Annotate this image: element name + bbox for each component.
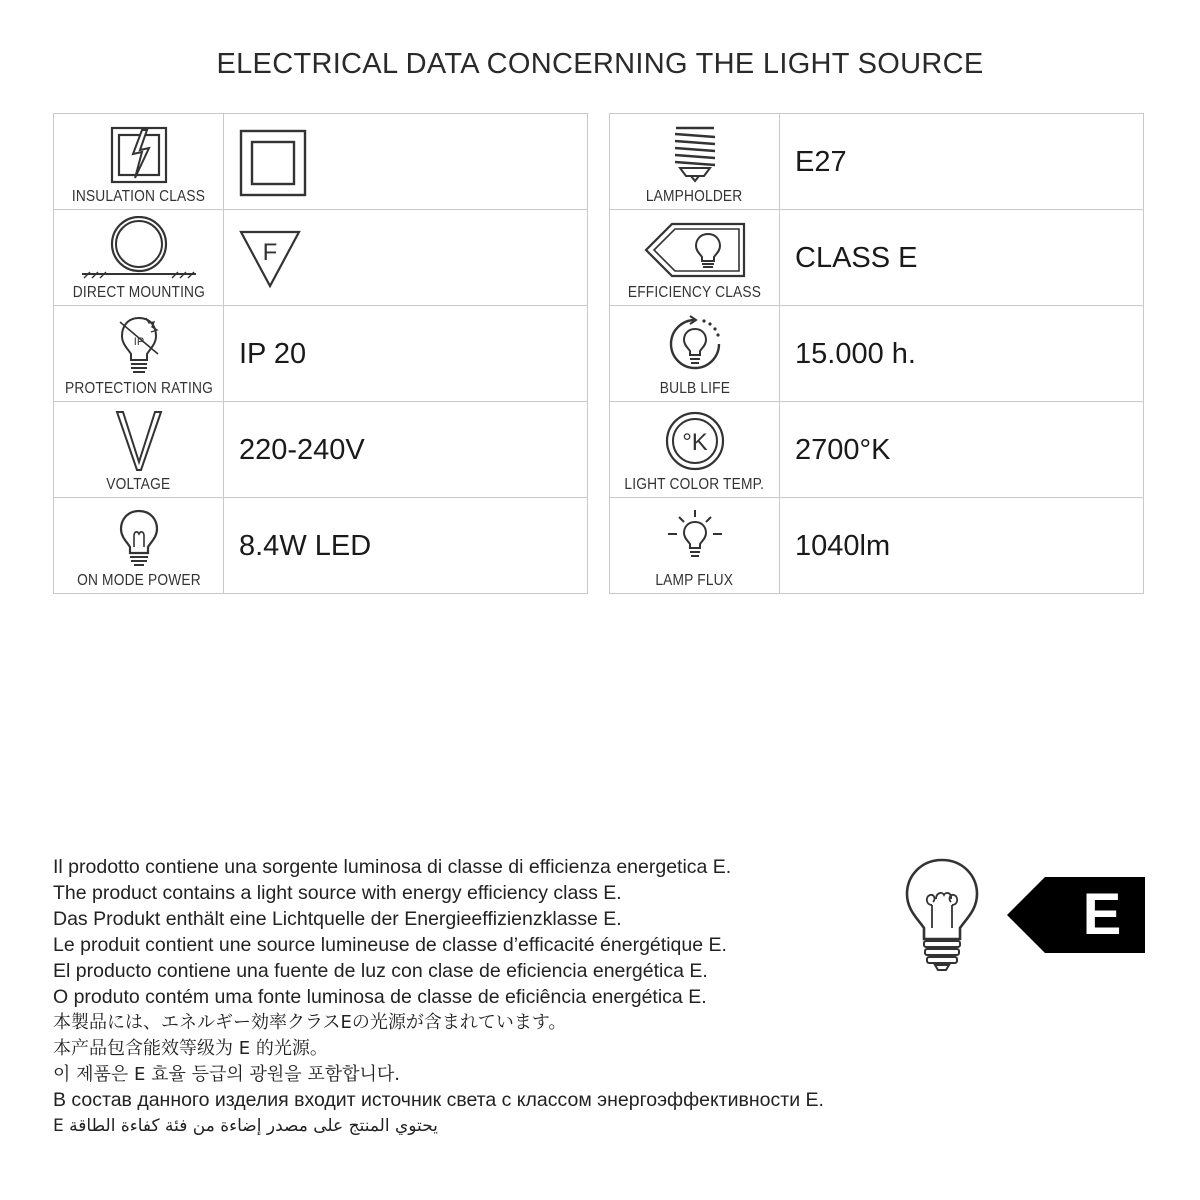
spec-row-direct-mounting (54, 209, 587, 305)
f-triangle-mark-icon (239, 228, 301, 290)
spec-row-voltage (54, 401, 587, 497)
spec-table-left (53, 113, 588, 594)
spec-label: LAMPHOLDER (646, 188, 743, 205)
statement-line: El producto contiene una fuente de luz con clase de eficiencia energética E. (53, 959, 708, 982)
statement-line: Le produit contient une source lumineuse de classe d’efficacité énergétique E. (53, 933, 727, 956)
energy-class-statements (53, 855, 913, 1140)
lampholder-icon (670, 124, 720, 184)
spec-value: 220-240V (239, 434, 365, 466)
kelvin-icon-text: °K (681, 429, 708, 456)
spec-table-right (609, 113, 1144, 594)
spec-label: VOLTAGE (106, 476, 171, 493)
statement-line: 本製品には、エネルギー効率クラスEの光源が含まれています。 (53, 1012, 567, 1034)
voltage-icon (114, 408, 164, 472)
insulation-class-icon (109, 126, 169, 184)
ip-icon-text: IP (133, 336, 144, 348)
direct-mounting-icon (80, 216, 198, 280)
statement-line: 本产品包含能效等级为 E 的光源。 (53, 1038, 328, 1060)
statement-line: The product contains a light source with energy efficiency class E. (53, 881, 622, 904)
spec-label: DIRECT MOUNTING (72, 284, 205, 301)
spec-row-lampholder (610, 114, 1143, 209)
spec-value: E27 (795, 146, 847, 178)
class-ii-double-square-icon (239, 129, 307, 197)
spec-row-insulation-class (54, 114, 587, 209)
spec-label: INSULATION CLASS (71, 188, 206, 205)
spec-value: 1040lm (795, 530, 891, 562)
spec-label: BULB LIFE (659, 380, 730, 397)
bulb-life-icon (664, 314, 726, 376)
spec-row-light-color-temp (610, 401, 1143, 497)
spec-row-on-mode-power (54, 497, 587, 593)
statement-line: O produto contém uma fonte luminosa de classe de eficiência energética E. (53, 985, 707, 1008)
statement-line: Il prodotto contiene una sorgente luminosa di classe di efficienza energetica E. (53, 856, 732, 878)
spec-label: LAMP FLUX (655, 572, 734, 589)
protection-rating-icon (116, 314, 162, 376)
spec-label: ON MODE POWER (76, 572, 201, 589)
statement-line: E يحتوي المنتج على مصدر إضاءة من فئة كفاءة الطاقة (53, 1116, 438, 1137)
spec-label: PROTECTION RATING (64, 380, 213, 397)
light-color-temp-icon (664, 410, 726, 472)
spec-value: IP 20 (239, 338, 307, 370)
energy-class-letter: E (1082, 882, 1122, 947)
on-mode-power-icon (117, 508, 161, 568)
statement-line: Das Produkt enthält eine Lichtquelle der Energieeffizienzklasse E. (53, 907, 622, 930)
spec-value: CLASS E (795, 242, 918, 274)
page-title: ELECTRICAL DATA CONCERNING THE LIGHT SOURCE (216, 48, 984, 80)
spec-row-bulb-life (610, 305, 1143, 401)
f-mark-text: F (262, 238, 278, 266)
spec-label: LIGHT COLOR TEMP. (624, 476, 765, 493)
spec-value: 15.000 h. (795, 338, 916, 370)
spec-label: EFFICIENCY CLASS (627, 284, 762, 301)
spec-value: 2700°K (795, 434, 891, 466)
spec-row-lamp-flux (610, 497, 1143, 593)
spec-row-efficiency-class (610, 209, 1143, 305)
spec-row-protection-rating (54, 305, 587, 401)
statement-line: В состав данного изделия входит источник света с классом энергоэффективности E. (53, 1089, 824, 1112)
spec-value: 8.4W LED (239, 530, 372, 562)
efficiency-class-icon (642, 220, 748, 280)
light-bulb-icon (902, 857, 982, 973)
statement-line: 이 제품은 E 효율 등급의 광원을 포함합니다. (53, 1064, 401, 1086)
lamp-flux-icon (664, 508, 726, 568)
